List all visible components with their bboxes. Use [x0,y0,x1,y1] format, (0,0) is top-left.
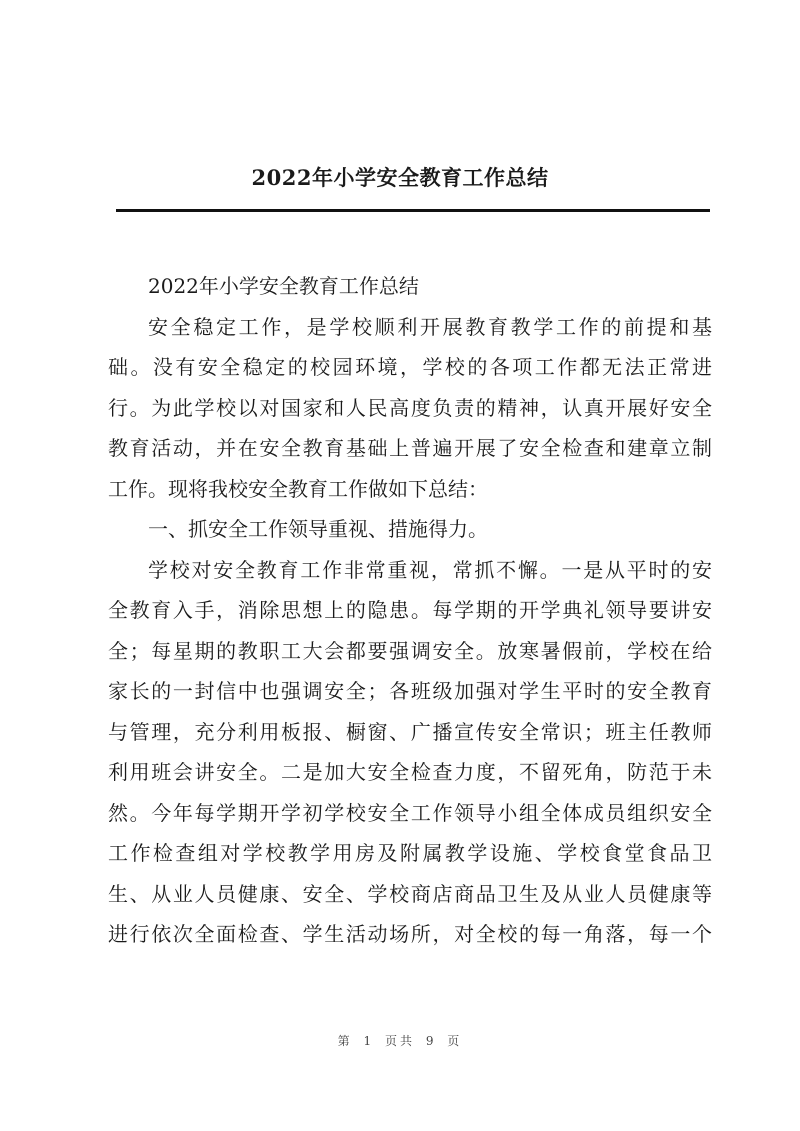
text-line: 学校对安全教育工作非常重视，常抓不懈。一是从平时的安 [148,557,712,582]
footer-page-number: 1 [363,1034,375,1048]
text-line: 生、从业人员健康、安全、学校商店商品卫生及从业人员健康等 [108,881,712,906]
paragraph-lines [108,307,712,955]
text-line: 与管理，充分利用板报、橱窗、广播宣传安全常识；班主任教师 [108,719,712,744]
text-line: 教育活动，并在安全教育基础上普遍开展了安全检查和建章立制 [108,436,712,460]
footer-middle: 页共 [384,1034,415,1048]
text-line: 全教育入手，消除思想上的隐患。每学期的开学典礼领导要讲安 [108,598,712,622]
page-footer [0,1032,800,1049]
text-line: 一、抓安全工作领导重视、措施得力。 [148,517,488,541]
document-body [108,266,712,955]
text-line: 工作检查组对学校教学用房及附属教学设施、学校食堂食品卫 [108,841,712,865]
text-line: 家长的一封信中也强调安全；各班级加强对学生平时的安全教育 [108,679,712,703]
text-line: 础。没有安全稳定的校园环境，学校的各项工作都无法正常进 [108,355,712,379]
footer-total-pages: 9 [425,1034,437,1048]
title-divider [116,209,710,212]
text-line: 工作。现将我校安全教育工作做如下总结： [108,476,488,501]
page-title: 2022年小学安全教育工作总结 [251,165,549,190]
footer-prefix: 第 [337,1034,353,1048]
text-line: 然。今年每学期开学初学校安全工作领导小组全体成员组织安全 [108,800,712,825]
text-line: 安全稳定工作，是学校顺利开展教育教学工作的前提和基 [148,314,712,339]
text-line: 行。为此学校以对国家和人民高度负责的精神，认真开展好安全 [108,395,712,420]
footer-suffix: 页 [447,1034,463,1048]
text-line: 进行依次全面检查、学生活动场所，对全校的每一角落，每一个 [108,922,712,946]
text-line: 全；每星期的教职工大会都要强调安全。放寒暑假前，学校在给 [108,638,712,663]
document-subtitle: 2022年小学安全教育工作总结 [148,274,419,298]
text-line: 利用班会讲安全。二是加大安全检查力度，不留死角，防范于未 [108,760,712,784]
